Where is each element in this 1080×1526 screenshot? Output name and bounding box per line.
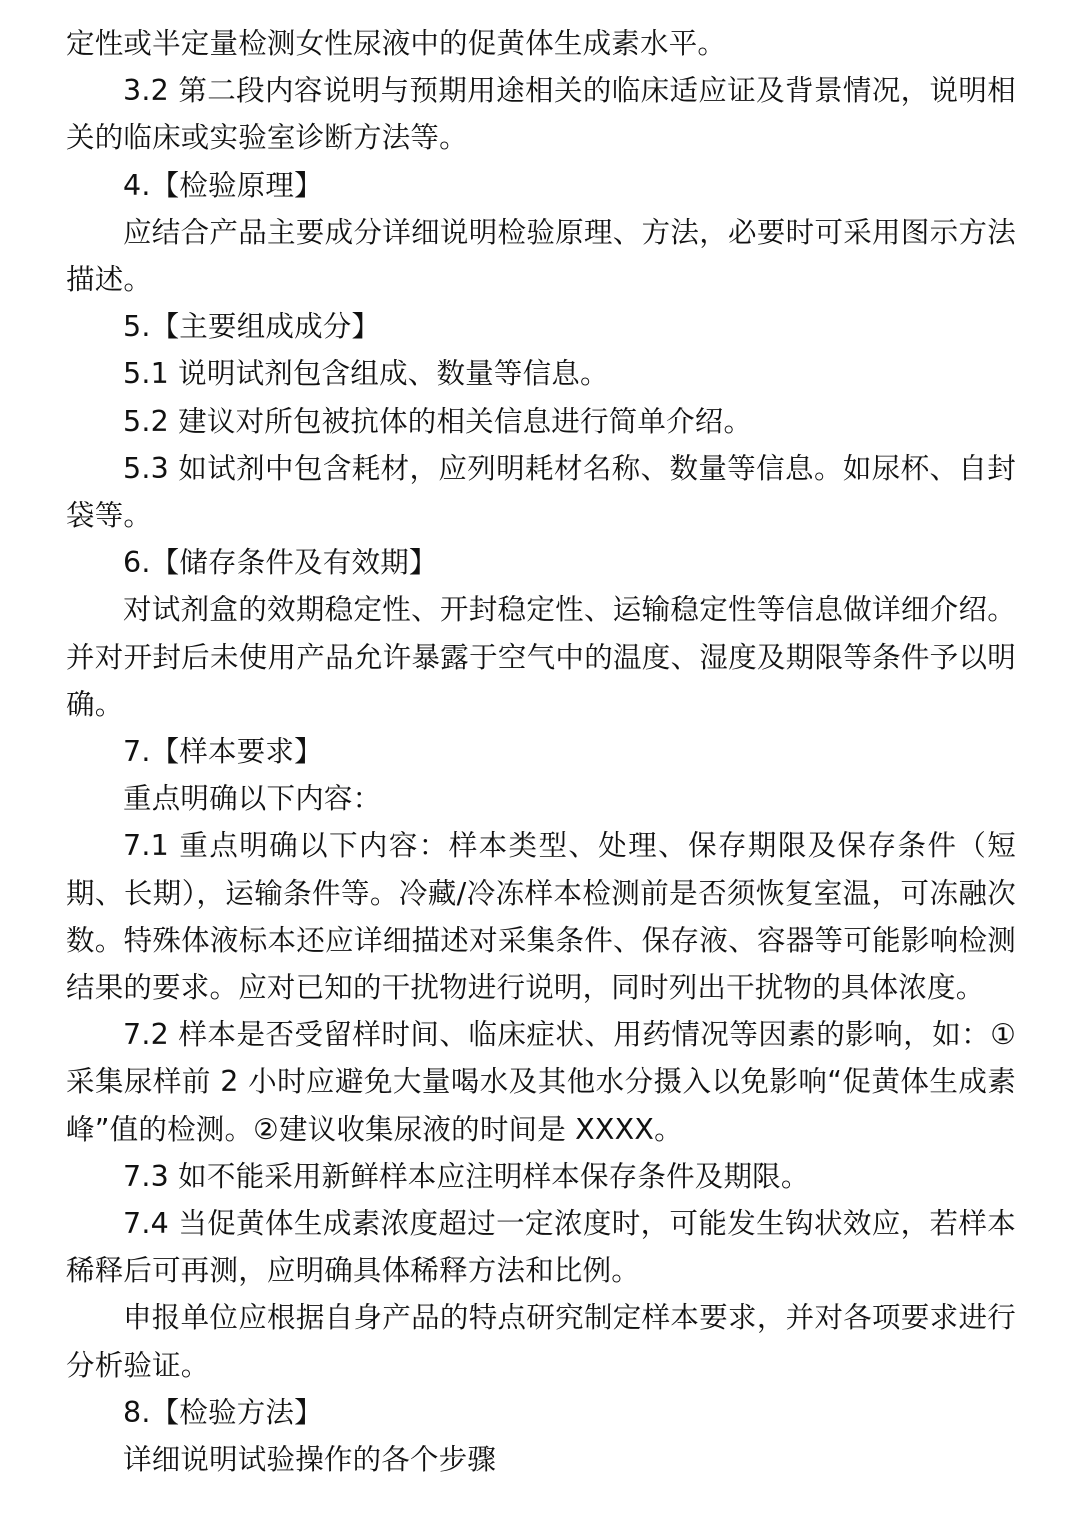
- paragraph-8: 详细说明试验操作的各个步骤: [123, 1443, 497, 1477]
- paragraph-7-3: 7.3 如不能采用新鲜样本应注明样本保存条件及期限。: [123, 1159, 810, 1193]
- section-heading-5: 5.【主要组成成分】: [123, 310, 381, 344]
- paragraph-5-3: 5.3 如试剂中包含耗材，应列明耗材名称、数量等信息。如尿杯、自封袋等。: [66, 451, 1016, 533]
- paragraph-7-intro: 重点明确以下内容：: [123, 782, 382, 816]
- section-heading-4: 4.【检验原理】: [123, 168, 323, 202]
- paragraph-5-2: 5.2 建议对所包被抗体的相关信息进行简单介绍。: [123, 404, 753, 438]
- paragraph-7-2: 7.2 样本是否受留样时间、临床症状、用药情况等因素的影响，如：①采集尿样前 2 小时应避免大量喝水及其他水分摄入以免影响“促黄体生成素峰”值的检测。②建议收集尿液的时间是 XXXX。: [66, 1018, 1016, 1146]
- paragraph-5-1: 5.1 说明试剂包含组成、数量等信息。: [123, 357, 609, 391]
- paragraph-4: 应结合产品主要成分详细说明检验原理、方法，必要时可采用图示方法描述。: [66, 215, 1016, 297]
- paragraph-3-2: 3.2 第二段内容说明与预期用途相关的临床适应证及背景情况，说明相关的临床或实验室诊断方法等。: [66, 74, 1016, 155]
- section-heading-7: 7.【样本要求】: [123, 735, 323, 769]
- section-heading-8: 8.【检验方法】: [123, 1395, 323, 1429]
- paragraph-6: 对试剂盒的效期稳定性、开封稳定性、运输稳定性等信息做详细介绍。并对开封后未使用产品允许暴露于空气中的温度、湿度及期限等条件予以明确。: [66, 593, 1016, 721]
- paragraph-7-4: 7.4 当促黄体生成素浓度超过一定浓度时，可能发生钩状效应，若样本稀释后可再测，应明确具体稀释方法和比例。: [66, 1207, 1016, 1288]
- paragraph-7-1: 7.1 重点明确以下内容：样本类型、处理、保存期限及保存条件（短期、长期），运输条件等。冷藏/冷冻样本检测前是否须恢复室温，可冻融次数。特殊体液标本还应详细描述对采集条件、保存液、容器等可能影响检测结果的要求。应对已知的干扰物进行说明，同时列出干扰物的具体浓度。: [66, 829, 1016, 1005]
- section-heading-6: 6.【储存条件及有效期】: [123, 546, 438, 580]
- paragraph-7-summary: 申报单位应根据自身产品的特点研究制定样本要求，并对各项要求进行分析验证。: [66, 1301, 1016, 1382]
- paragraph-intro-tail: 定性或半定量检测女性尿液中的促黄体生成素水平。: [66, 27, 727, 60]
